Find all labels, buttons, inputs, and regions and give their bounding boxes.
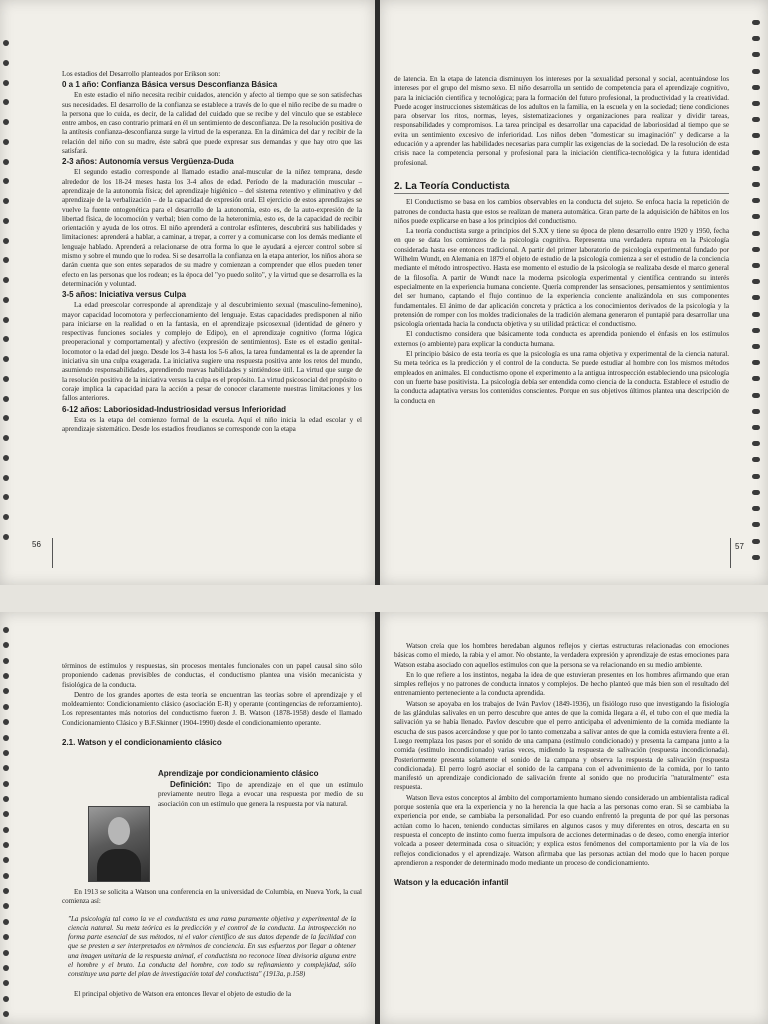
watson-quote: "La psicología tal como la ve el conductista es una rama puramente objetiva y experimental de la ciencia natural. Su meta teórica es la predicción y el control de la conducta. La introspección no forma parte esencial de sus métodos, ni el valor científico de sus datos depende de la facilidad con que se presten a ser interpretados en términos de conciencia. En sus esfuerzos por llegar a obtener una imagen unitaria de la respuesta animal, el conductista no reconoce línea divisoria alguna entre el hombre y el bruto. La conducta del hombre, con todo su refinamiento y complejidad, sólo constituye una parte del plan de investigación total del conductista" (1913a, p.158) <box>68 914 356 979</box>
binding-ring <box>3 60 9 66</box>
binding-ring <box>3 673 9 679</box>
binding-ring <box>3 317 9 323</box>
binding-ring <box>3 277 9 283</box>
page-56-text <box>62 70 362 435</box>
binding-ring <box>3 40 9 46</box>
binding-ring <box>3 811 9 817</box>
spiral-binding <box>752 20 760 560</box>
binding-ring <box>752 555 760 560</box>
conference-paragraph: En 1913 se solicita a Watson una conferencia en la universidad de Columbia, en Nueva York, la cual comienza así: <box>62 888 362 906</box>
watson-paragraph-2: En lo que refiere a los instintos, negaba la idea de que estuvieran presentes en los hombres afirmando que eran simples reflejos y no patrones de conducta innatos y complejos. De hecho planteó que más bien son el resultado del entrenamiento perteneciente a la conducta aprendida. <box>394 670 729 698</box>
binding-ring <box>3 159 9 165</box>
binding-ring <box>752 247 760 252</box>
binding-ring <box>3 781 9 787</box>
definition-box <box>158 768 363 810</box>
binding-ring <box>3 796 9 802</box>
binding-ring <box>752 182 760 187</box>
binding-ring <box>752 344 760 349</box>
binding-ring <box>3 888 9 894</box>
binding-ring <box>752 360 760 365</box>
binding-ring <box>752 490 760 495</box>
watson-paragraph-1: Watson creía que los hombres heredaban algunos reflejos y ciertas estructuras relacionadas con emociones básicas como el miedo, la rabia y el amor. No obstante, la verdadera expresión y aprendizaje de estas emociones para Watson estaba asociado con aquellos estímulos con que la persona se va relacionando en su medio ambiente. <box>394 642 729 669</box>
binding-ring <box>3 494 9 500</box>
intro-line: Los estadios del Desarrollo planteados por Erikson son: <box>62 70 221 78</box>
binding-ring <box>752 36 760 41</box>
binding-ring <box>752 376 760 381</box>
binding-ring <box>3 642 9 648</box>
binding-ring <box>752 457 760 462</box>
binding-ring <box>752 393 760 398</box>
binding-ring <box>752 214 760 219</box>
stage-2-heading: 2-3 años: Autonomía versus Vergüenza-Duda <box>62 157 234 167</box>
watson-portrait-photo <box>88 806 150 882</box>
page-58-text-bottom <box>62 888 362 1000</box>
watson-paragraph-4: Watson lleva estos conceptos al ámbito del comportamiento humano siendo considerado un ambientalista radical porque sostenía que era la experiencia y no la herencia la que hacía a las personas como eran. Si se cambiaba la experiencia por ende, se cambiaba la personalidad. Por eso cuando enfrentó la pregunta de por qué las personas actúan como lo hacen, teniendo conductas similares en algunos casos y muy diferentes en otros, descarta en su respuesta el concepto de instinto como fuerza impulsora de acciones determinadas o de deseo, como energía interior volcada a poseer determinada cosa o situación; y explica estos fenómenos del comportamiento por la vía de los reflejos condicionados y el aprendizaje. Watson afirmaba que las personas actúan del modo que lo hacen porque aprendieron a responder de determinado modo mediante un proceso de condicionamiento. <box>394 793 729 867</box>
binding-ring <box>3 514 9 520</box>
binding-ring <box>3 750 9 756</box>
binding-ring <box>3 455 9 461</box>
stage-4-paragraph: Esta es la etapa del comienzo formal de la escuela. Aquí el niño inicia la edad escolar y el aprendizaje sistemático. Desde los estadios freudianos se corresponde con la etapa <box>62 415 362 433</box>
binding-ring <box>3 80 9 86</box>
stage-1-paragraph: En este estadio el niño necesita recibir cuidados, atención y afecto al tiempo que se son satisfechas sus necesidades. El desarrollo de la confianza se establece a través de lo que el niño recibe de su madre o la persona que lo cuida, es decir, de la calidad del cuidado que se recibe y del vínculo que se establece entre ambos, en caso contrario primará en él un sentimiento de desconfianza. De la resolución positiva de la antítesis confianza-desconfianza surge la virtud de la esperanza. En la dinámica del dar y recibir de la relación del niño con su madre, éste sabrá que puede expresar sus demandas y que hay otro que las satisfará. <box>62 91 362 156</box>
binding-ring <box>752 328 760 333</box>
stage-3-heading: 3-5 años: Iniciativa versus Culpa <box>62 290 187 300</box>
binding-ring <box>3 704 9 710</box>
binding-ring <box>752 198 760 203</box>
binding-ring <box>3 658 9 664</box>
binding-ring <box>3 119 9 125</box>
binding-ring <box>3 238 9 244</box>
binding-ring <box>752 522 760 527</box>
binding-ring <box>3 688 9 694</box>
subsection-heading: 2.1. Watson y el condicionamiento clásico <box>62 738 222 748</box>
binding-ring <box>752 263 760 268</box>
binding-ring <box>752 312 760 317</box>
page-number: 56 <box>32 540 41 549</box>
binding-ring <box>752 52 760 57</box>
binding-ring <box>3 950 9 956</box>
binding-ring <box>3 719 9 725</box>
binding-ring <box>752 295 760 300</box>
behaviorism-paragraph-2: La teoría conductista surge a principios del S.XX y tiene su época de pleno desarrollo entre 1920 y 1950, fecha en que se data los comienzos de la psicología cognitiva. Representa una verdadera ruptura en la Psicología considerada hasta ese entonces tradicional. A partir del primer laboratorio de psicología experimental fundado por Wilhelm Wundt, en Alemania en 1879 el objeto de estudio de la psicología comienza a ser el estudio de la conciencia mediante el método introspectivo. Hasta ese momento el estudio de la psicología se realizaba desde el marco general de la filosofía. A partir de Wundt nace la moderna psicología experimental y científica centrando su interés especialmente en la experiencia humana conciente. Quería comprender las sensaciones, pensamientos y sentimientos del ser humano, captando el flujo continuo de la experiencia conciente analizándola en sus componentes fundamentales. El ánimo de dar aplicación concreta y práctica a los conocimientos derivados de la psicología y la pretensión de romper con los moldes tradicionales de la tradición alemana generaron el puntapié para desarrollar una psicología orientada hacia la conducta objetiva y su utilidad práctica: el conductismo. <box>394 227 729 329</box>
binding-ring <box>752 20 760 25</box>
behaviorism-paragraph-1: El Conductismo se basa en los cambios observables en la conducta del sujeto. Se enfoca hacia la repetición de patrones de conducta hasta que estos se realizan de manera automática. Gran parte de la adquisición de hábitos en los niños puede explicarse en base a los principios del conductismo. <box>394 198 729 225</box>
binding-ring <box>3 435 9 441</box>
definition-label: Definición: <box>170 780 212 789</box>
stimulus-response-paragraph: términos de estímulos y respuestas, sin procesos mentales funcionales con un papel causal sino sólo proponiendo cadenas previsibles de conductas, el conductismo plantea una visión mecanicista y fisiológica de la conducta. <box>62 662 362 689</box>
binding-ring <box>3 139 9 145</box>
binding-ring <box>752 133 760 138</box>
page-57-text <box>394 75 729 407</box>
binding-ring <box>752 85 760 90</box>
binding-ring <box>3 857 9 863</box>
binding-ring <box>3 842 9 848</box>
scan-page-gap <box>0 585 768 612</box>
page-edge-line <box>52 538 53 568</box>
behaviorism-paragraph-3: El conductismo considera que básicamente toda conducta es aprendida poniendo el énfasis en los estímulos externos (o ambiente) para explicar la conducta humana. <box>394 330 729 348</box>
page-56 <box>0 0 375 585</box>
definition-text: Tipo de aprendizaje en el que un estímulo previamente neutro llega a evocar una respuesta por medio de su asociación con un estímulo que genera la respuesta por vía natural. <box>158 781 364 808</box>
stage-1-heading: 0 a 1 año: Confianza Básica versus Desconfianza Básica <box>62 80 278 90</box>
binding-ring <box>3 1011 9 1017</box>
binding-ring <box>3 735 9 741</box>
binding-ring <box>3 99 9 105</box>
binding-ring <box>752 69 760 74</box>
binding-ring <box>3 198 9 204</box>
bottom-heading: Watson y la educación infantil <box>394 878 509 888</box>
binding-ring <box>752 506 760 511</box>
binding-ring <box>752 441 760 446</box>
binding-ring <box>3 765 9 771</box>
latency-paragraph: de latencia. En la etapa de latencia disminuyen los intereses por la sexualidad personal y social, acentuándose los intereses por el grupo del mismo sexo. El niño desarrolla un sentido de competencia para el aprendizaje cognitivo, para la iniciación científica y tecnológica; para la formación del futuro profesional, la productividad y la creatividad. Puede acoger instrucciones sistemáticas de los adultos en la familia, en la escuela y en la sociedad; tiene condiciones para observar los ritos, normas, leyes, sistematizaciones y organizaciones para realizar y dividir tareas, responsabilidades y compromisos. La tarea principal es desarrollar una capacidad de laboriosidad al tiempo que se evita un sentimiento excesivo de inferioridad. Los niños deben "domesticar su imaginación" y dedicarse a la educación y a aprender las habilidades necesarias para cumplir las exigencias de la sociedad. De la resolución de esta crisis nace la competencia personal y profesional para la iniciación científica-tecnológica y la futura identidad profesional. <box>394 75 729 167</box>
binding-ring <box>3 919 9 925</box>
page-58 <box>0 612 375 1024</box>
binding-ring <box>3 534 9 540</box>
pavlov-paragraph: Watson se apoyaba en los trabajos de Iván Pavlov (1849-1936), un fisiólogo ruso que investigando la fisiología de las glándulas salivales en un perro descubre que antes de que la comida llegara a él, el tubo con el que medía la salivación ya se había llenado. Pavlov descubre que el perro anticipaba el advenimiento de la comida mediante la escucha de sus pasos acercándose y que por lo tanto comenzaba a salivar antes de que la comida estuviera frente a él. Luego reemplaza los pasos por el sonido de una campana (estímulo condicionado) y presenta la campana junto a la comida (estímulo incondicionado) varias veces, midiendo la respuesta de salivación (respuesta incondicionada). Posteriormente presenta solamente el sonido de la campana y observa la respuesta de salivación (respuesta condicionada). El perro logró asociar el sonido de la campana con el advenimiento de la comida, por lo tanto manifestó un aprendizaje condicionado de salivación frente al sonido que no produciría "naturalmente" esta respuesta. <box>394 699 729 792</box>
box-heading: Aprendizaje por condicionamiento clásico <box>158 769 319 778</box>
binding-ring <box>752 425 760 430</box>
binding-ring <box>3 356 9 362</box>
binding-ring <box>3 873 9 879</box>
behaviorism-paragraph-4: El principio básico de esta teoría es que la psicología es una rama objetiva y experimental de la ciencia natural. Su meta teórica es la predicción y el control de la conducta. Se puede estudiar al hombre con los mismos métodos empleados en animales. El conductismo opone el experimento a la antigua introspección estableciendo una psicología con un fuerte base positivista. La psicología debía ser entendida como ciencia de la conducta. Establece el estudio de la conducta adaptativa versus los contenidos conscientes. Porque en sus objetivos últimos plantea una descripción de la conducta en <box>394 350 729 405</box>
page-edge-line <box>730 538 731 568</box>
page-59 <box>380 612 768 1024</box>
binding-ring <box>3 376 9 382</box>
page-57 <box>380 0 768 585</box>
binding-ring <box>3 178 9 184</box>
binding-ring <box>752 279 760 284</box>
section-heading: 2. La Teoría Conductista <box>394 182 729 194</box>
binding-ring <box>3 980 9 986</box>
binding-ring <box>3 903 9 909</box>
objective-paragraph: El principal objetivo de Watson era entonces llevar el objeto de estudio de la <box>74 989 291 998</box>
binding-ring <box>3 827 9 833</box>
binding-ring <box>752 117 760 122</box>
binding-ring <box>3 336 9 342</box>
binding-ring <box>3 218 9 224</box>
page-59-text <box>394 642 729 889</box>
page-number: 57 <box>735 542 744 551</box>
binding-ring <box>3 396 9 402</box>
binding-ring <box>752 166 760 171</box>
stage-2-paragraph: El segundo estadio corresponde al llamado estadio anal-muscular de la niñez temprana, desde alrededor de los 18-24 meses hasta los 3-4 años de edad. Período de la maduración muscular –aprendizaje de la autonomía física; del aprendizaje higiénico – del sistema retentivo y eliminativo y del aprendizaje de la verbalización – de la capacidad de expresión oral. El ejercicio de estos aprendizajes se vuelve la fuente ontogenética para el desarrollo de la autonomía, esto es, de la auto-expresión de la libertad física, de locomoción y verbal; bien como de la heteronimia, esto es, de la capacidad de recibir orientación y ayuda de los otros. El niño aprenderá a controlar esfínteres, descubrirá sus habilidades y limitaciones: aprenderá a hablar, a caminar, a trepar, a correr y a comunicarse con los demás mediante el lenguaje hablado. Aprenderá a relacionarse de otra forma lo que le ayudará a ejercer control sobre sí mismo y sobre el mundo que lo rodea. Si se desarrolla la confianza en la etapa anterior, los niños ahora se darán cuenta que son entes separados de su madre y comienzan a comprender que ellos pueden tener efecto en las personas que los rodean; es la época del "yo puedo solito", y la virtud que se desarrolla es la determinación y voluntad. <box>62 168 362 288</box>
binding-ring <box>3 475 9 481</box>
binding-holes <box>3 40 9 540</box>
binding-ring <box>3 415 9 421</box>
binding-ring <box>752 474 760 479</box>
binding-ring <box>3 934 9 940</box>
binding-ring <box>3 996 9 1002</box>
stage-4-heading: 6-12 años: Laboriosidad-Industriosidad versus Inferioridad <box>62 404 287 414</box>
binding-ring <box>752 539 760 544</box>
binding-ring <box>752 231 760 236</box>
binding-ring <box>3 965 9 971</box>
binding-ring <box>3 627 9 633</box>
binding-ring <box>3 257 9 263</box>
binding-ring <box>752 409 760 414</box>
binding-ring <box>752 101 760 106</box>
binding-ring <box>3 297 9 303</box>
binding-holes <box>3 627 9 1017</box>
binding-ring <box>752 150 760 155</box>
contributions-paragraph: Dentro de los grandes aportes de esta teoría se encuentran las teorías sobre el aprendizaje y el moldeamiento: Condicionamiento clásico (asociación E-R) y operante (contingencias de reforzamiento). Los representantes más notorios del conductismo fueron J. B. Watson (1878-1958) desde el llamado Condicionamiento Clásico y B.F.Skinner (1904-1990) desde el condicionamiento operante. <box>62 690 362 727</box>
page-58-text-top <box>62 662 362 749</box>
stage-3-paragraph: La edad preescolar corresponde al aprendizaje y al descubrimiento sexual (masculino-femenino), mayor capacidad locomotora y perfeccionamiento del lenguaje. Estas capacidades predisponen al niño para iniciarse en la realidad o en la fantasía, en el aprendizaje psicosexual (identidad de género y respectivas funciones sociales y complejo de Edipo), en el aprendizaje cognitivo (forma lógica preoperacional y comportamental) y afectivo (expresión de sentimientos). Este es el estadio genital-locomotor o la edad del juego. Desde los 3-4 hasta los 5-6 años, la tarea fundamental es la de aprender la iniciativa sin una culpa exagerada. La iniciativa sugiere una respuesta positiva ante los retos del mundo, asumiendo responsabilidades, aprendiendo nuevas habilidades y sintiéndose útil. La virtud que surge de la resolución positiva de la iniciativa versus la culpa es el propósito. La virtud psicosocial del propósito o coraje implica la capacidad para la acción a pesar de conocer claramente nuestras limitaciones y los fallos anteriores. <box>62 301 362 403</box>
